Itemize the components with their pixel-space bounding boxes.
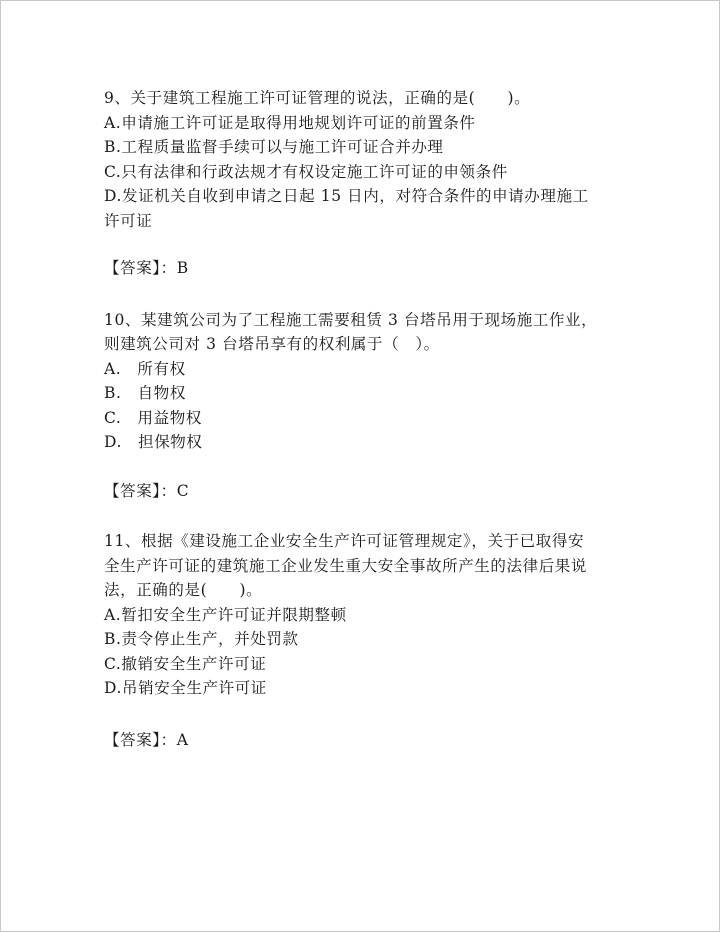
answer-label: 【答案】：A	[104, 730, 189, 749]
option-a: A.暂扣安全生产许可证并限期整顿	[104, 605, 347, 624]
option-b: B.责令停止生产，并处罚款	[104, 630, 299, 648]
option-a: A. 所有权	[104, 359, 186, 378]
option-d: D.吊销安全生产许可证	[104, 679, 267, 697]
question-9	[104, 86, 624, 281]
question-stem-continued: 法，正确的是( )。	[104, 581, 263, 599]
question-list	[104, 86, 624, 752]
question-stem-continued: 则建筑公司对 3 台塔吊享有的权利属于（ ）。	[104, 335, 440, 353]
option-b: B.工程质量监督手续可以与施工许可证合并办理	[104, 138, 444, 156]
answer-label: 【答案】：B	[104, 259, 189, 277]
question-stem: 11、根据《建设施工企业安全生产许可证管理规定》，关于已取得安	[104, 532, 585, 550]
option-c: C. 用益物权	[104, 408, 202, 427]
question-stem: 9、关于建筑工程施工许可证管理的说法，正确的是( )。	[104, 89, 531, 107]
option-d-continued: 许可证	[104, 211, 153, 230]
question-stem-continued: 全生产许可证的建筑施工企业发生重大安全事故所产生的法律后果说	[104, 556, 588, 575]
answer-label: 【答案】：C	[104, 481, 190, 500]
question-11	[104, 529, 624, 752]
option-c: C.只有法律和行政法规才有权设定施工许可证的申领条件	[104, 162, 508, 181]
option-d: D.发证机关自收到申请之日起 15 日内，对符合条件的申请办理施工	[104, 187, 589, 205]
option-c: C.撤销安全生产许可证	[104, 654, 267, 673]
question-10	[104, 308, 624, 504]
option-b: B. 自物权	[104, 384, 186, 402]
option-d: D. 担保物权	[104, 433, 203, 451]
option-a: A.申请施工许可证是取得用地规划许可证的前置条件	[104, 113, 476, 132]
question-stem: 10、某建筑公司为了工程施工需要租赁 3 台塔吊用于现场施工作业，	[104, 310, 598, 329]
